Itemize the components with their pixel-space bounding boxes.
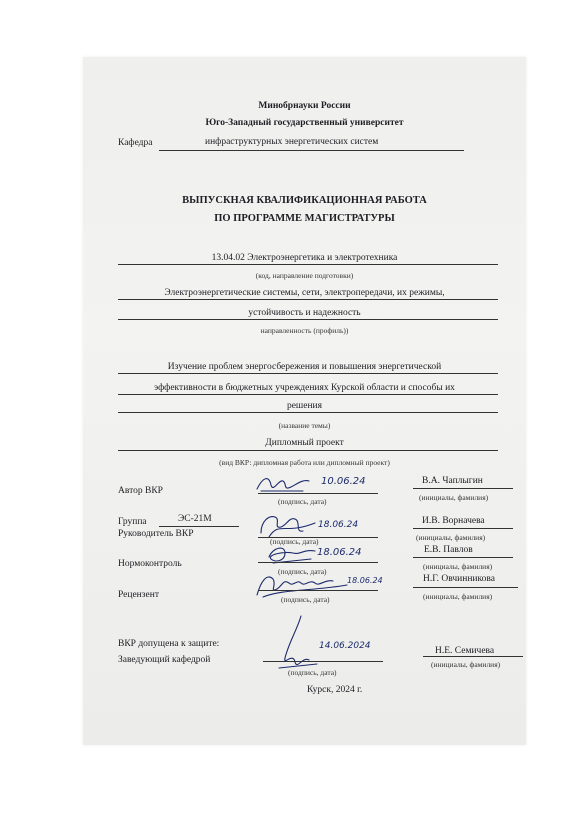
topic-underline-1: [118, 373, 498, 374]
reviewer-sign-line: [258, 590, 378, 591]
profile-caption: направленность (профиль)): [260, 326, 349, 335]
admission-label: Заведующий кафедрой: [118, 655, 211, 665]
author-name-caption: (инициалы, фамилия): [419, 493, 489, 502]
topic-line2: эффективности в бюджетных учреждениях Курской области и способы их: [154, 383, 455, 393]
profile-line1: Электроэнергетические системы, сети, электропередачи, их режимы,: [164, 288, 445, 298]
supervisor-name: И.В. Ворначева: [422, 516, 485, 526]
topic-caption: (название темы): [278, 421, 331, 430]
reviewer-label: Рецензент: [118, 590, 159, 600]
normcontrol-label: Нормоконтроль: [118, 559, 182, 569]
department-name: инфраструктурных энергетических систем: [205, 137, 379, 147]
supervisor-sign-caption: (подпись, дата): [270, 537, 319, 546]
group-value: ЭС-21М: [178, 514, 212, 524]
author-label: Автор ВКР: [118, 486, 163, 496]
author-sign-caption: (подпись, дата): [278, 497, 327, 506]
department-label: Кафедра: [118, 138, 153, 148]
profile-line2: устойчивость и надежность: [248, 308, 361, 318]
head-date: 14.06.2024: [319, 641, 371, 651]
reviewer-date: 18.06.24: [347, 576, 383, 585]
normcontrol-name-caption: (инициалы, фамилия): [423, 562, 493, 571]
reviewer-name-line: [413, 587, 518, 588]
author-signature: [253, 471, 313, 497]
admission-line1: ВКР допущена к защите:: [118, 639, 220, 649]
normcontrol-signature: [263, 541, 323, 567]
topic-underline-3: [118, 412, 498, 413]
supervisor-label: Руководитель ВКР: [118, 529, 194, 539]
title-page: [83, 57, 526, 745]
reviewer-name: Н.Г. Овчинникова: [423, 574, 495, 584]
topic-line1: Изучение проблем энергосбережения и повышения энергетической: [167, 362, 442, 372]
normcontrol-date: 18.06.24: [317, 547, 362, 558]
work-type-value: Дипломный проект: [265, 438, 344, 448]
profile-underline-2: [118, 319, 498, 320]
work-type-caption: (вид ВКР: дипломная работа или дипломный проект): [219, 458, 390, 467]
head-signature: [273, 612, 323, 672]
supervisor-date: 18.06.24: [318, 520, 359, 530]
ministry: Минобрнауки России: [258, 101, 351, 111]
normcontrol-sign-caption: (подпись, дата): [278, 567, 327, 576]
work-type-underline: [118, 450, 498, 451]
university: Юго-Западный государственный университет: [205, 118, 404, 128]
group-label: Группа: [118, 517, 147, 527]
direction-underline: [118, 264, 498, 265]
work-title-line1: ВЫПУСКНАЯ КВАЛИФИКАЦИОННАЯ РАБОТА: [182, 195, 427, 206]
city-year: Курск, 2024 г.: [307, 685, 363, 695]
reviewer-sign-caption: (подпись, дата): [281, 595, 330, 604]
direction-caption: (код, направление подготовки): [255, 271, 354, 280]
topic-underline-2: [118, 394, 498, 395]
author-name-line: [413, 488, 513, 489]
group-underline: [159, 526, 239, 527]
work-title-line2: ПО ПРОГРАММЕ МАГИСТРАТУРЫ: [214, 213, 395, 224]
department-underline: [159, 150, 464, 151]
head-name: Н.Е. Семичева: [435, 646, 495, 656]
head-name-line: [423, 656, 523, 657]
head-name-caption: (инициалы, фамилия): [431, 660, 501, 669]
author-name: В.А. Чаплыгин: [422, 476, 483, 486]
topic-line3: решения: [286, 401, 323, 411]
reviewer-name-caption: (инициалы, фамилия): [423, 592, 493, 601]
supervisor-name-line: [413, 528, 513, 529]
head-sign-line: [263, 661, 383, 662]
normcontrol-name: Е.В. Павлов: [424, 545, 473, 555]
direction-value: 13.04.02 Электроэнергетика и электротехника: [211, 253, 398, 263]
normcontrol-name-line: [413, 557, 513, 558]
supervisor-name-caption: (инициалы, фамилия): [416, 533, 486, 542]
head-sign-caption: (подпись, дата): [288, 668, 337, 677]
normcontrol-sign-line: [258, 562, 378, 563]
profile-underline-1: [118, 299, 498, 300]
author-date: 10.06.24: [321, 476, 366, 487]
